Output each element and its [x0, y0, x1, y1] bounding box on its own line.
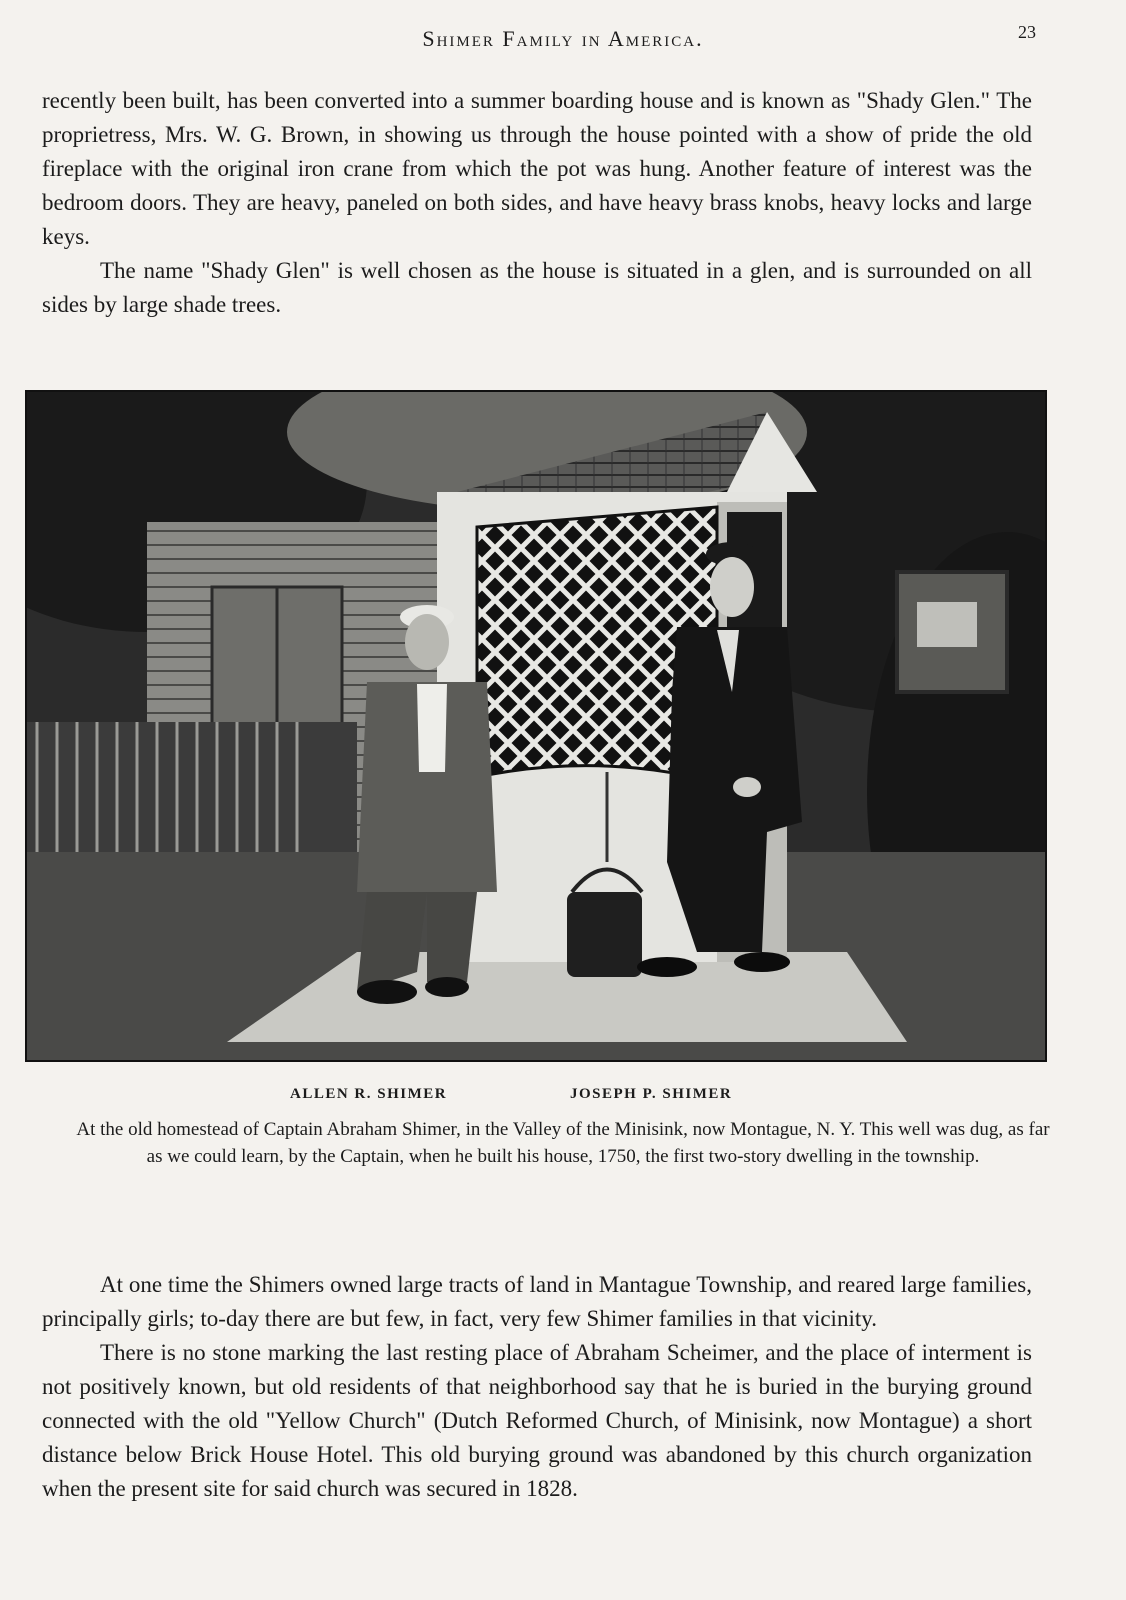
paragraph: There is no stone marking the last resting place of Abraham Scheimer, and the place of interment is not positively known, but old residents of that neighborhood say that he is buried in the burying ground connected with the old "Yellow Church" (Dutch Reformed Church, of Minisink, now Montague) a short distance below Brick House Hotel. This old burying ground was abandoned by this church organization when the present site for said church was secured in 1828.: [42, 1340, 1032, 1501]
paragraph: At one time the Shimers owned large tracts of land in Mantague Township, and reared large families, principally girls; to-day there are but few, in fact, very few Shimer families in that vicinity.: [42, 1272, 1032, 1331]
paragraph: The name "Shady Glen" is well chosen as the house is situated in a glen, and is surrounded on all sides by large shade trees.: [42, 258, 1032, 317]
homestead-photo: [25, 390, 1047, 1062]
bottom-text-block: [42, 1268, 1032, 1506]
paragraph: recently been built, has been converted into a summer boarding house and is known as "Shady Glen." The proprietress, Mrs. W. G. Brown, in showing us through the house pointed with a show of pride the old fireplace with the original iron crane from which the pot was hung. Another feature of interest was the bedroom doors. They are heavy, paneled on both sides, and have heavy brass knobs, heavy locks and large keys.: [42, 88, 1032, 249]
well-house-illustration: [27, 392, 1045, 1060]
top-text-block: [42, 84, 1032, 322]
name-left: ALLEN R. SHIMER: [290, 1086, 448, 1102]
photo-caption: At the old homestead of Captain Abraham Shimer, in the Valley of the Minisink, now Montague, N. Y. This well was dug, as far as we could learn, by the Captain, when he built his house, 1750, the first two-story dwelling in the township.: [76, 1119, 1050, 1167]
page-number: 23: [1018, 22, 1036, 42]
name-right: JOSEPH P. SHIMER: [570, 1086, 733, 1102]
running-head: Shimer Family in America.: [422, 26, 704, 51]
